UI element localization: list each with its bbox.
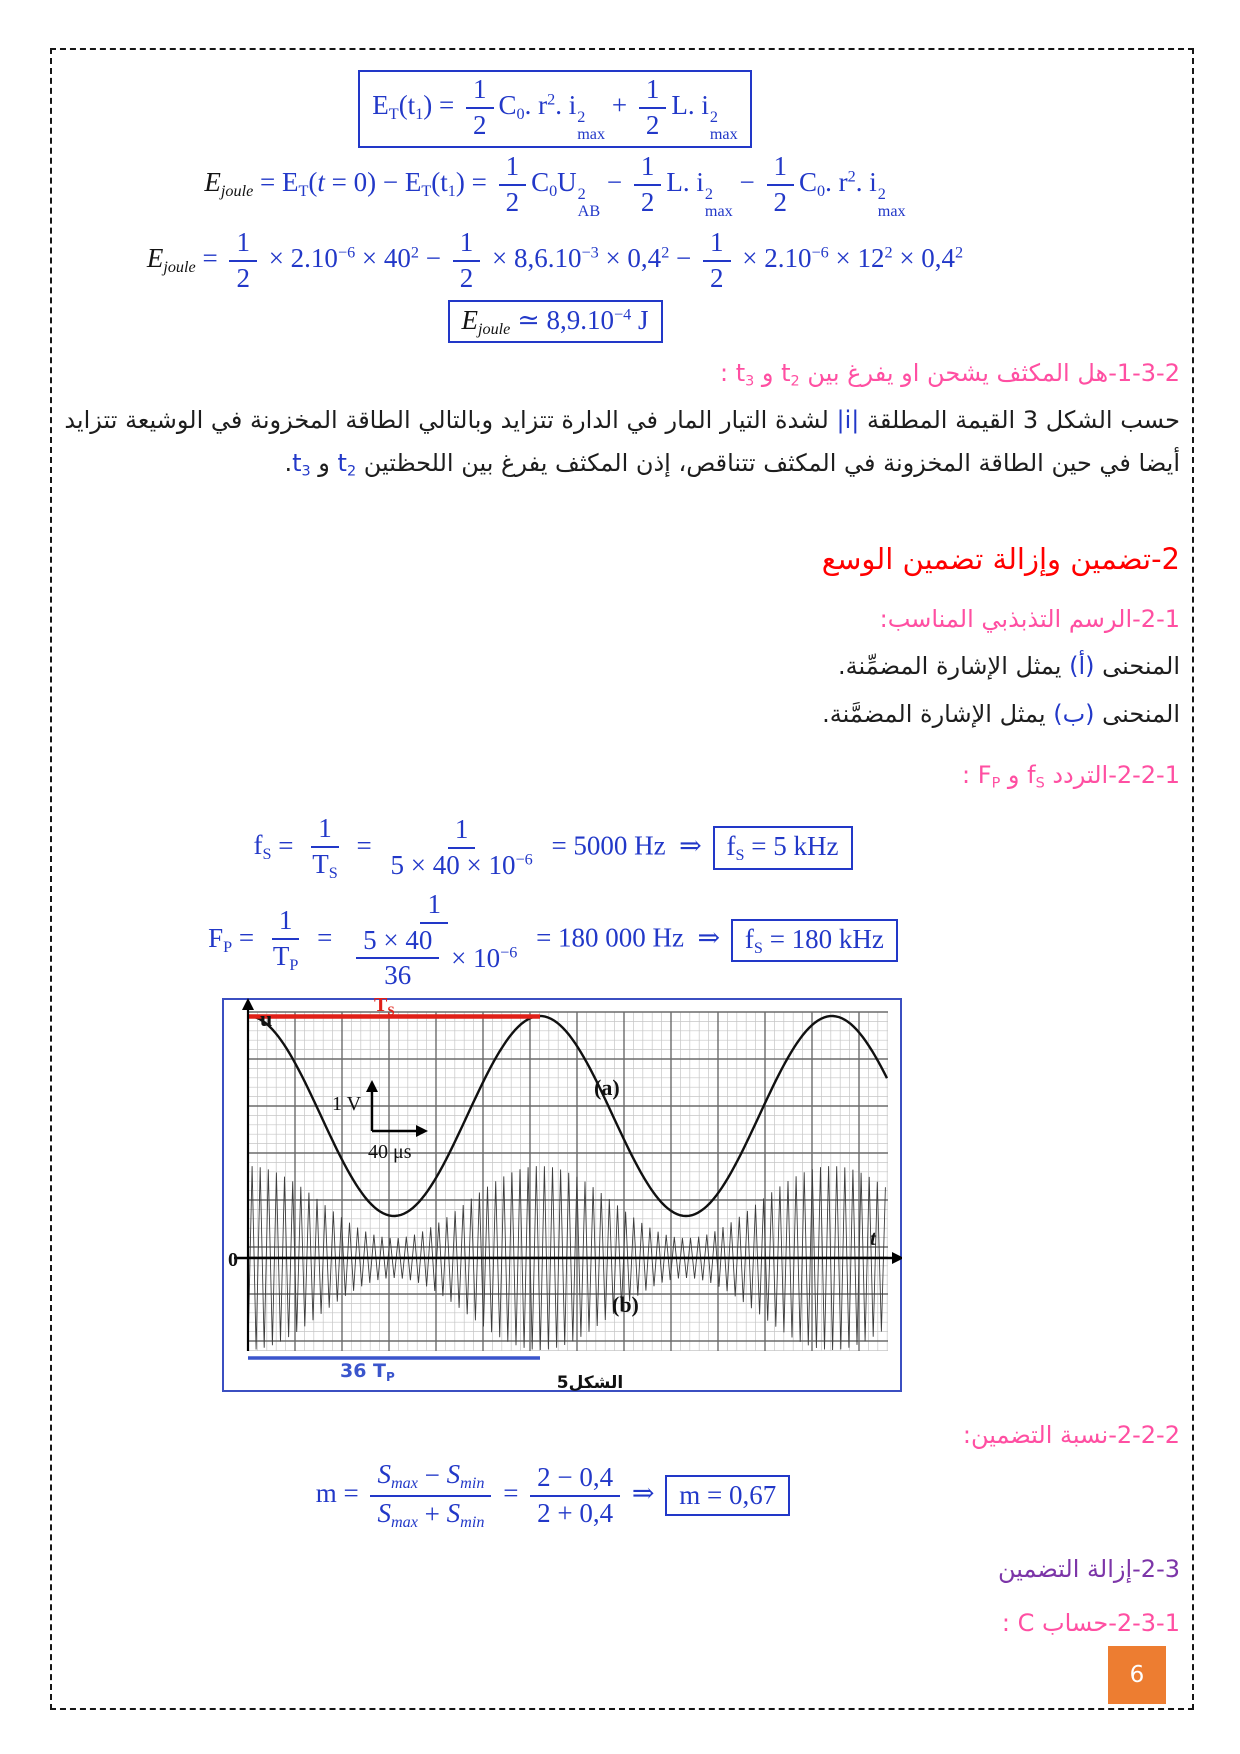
- formula-fp: $F_P$ = $\frac{1}{T_P}$ = 1 $\frac{5 \times 40}{36}$ × $10^{-6}$ = 180 000 Hz ⇒ $f_S = 180$ kHz: [0, 890, 1110, 991]
- heading-2-2-1: 2-2-1-التردد $f_S$ و $F_P$ :: [962, 761, 1180, 792]
- formula-ejoule-definition: $E_{joule} = E_T(t = 0) - E_T(t_1)$ = $\frac{1}{2}$ $C_0U$ 2 AB − $\frac{1}{2}$ L. i 2 max − $\frac{1}{2}$ $C_0$. $r^2$. i 2 max: [204, 151, 906, 220]
- page-number: 6: [1129, 1662, 1145, 1688]
- heading-2-3: 2-3-إزالة التضمين: [997, 1555, 1180, 1583]
- origin-label: 0: [228, 1249, 238, 1271]
- page-number-badge: [1108, 1646, 1166, 1704]
- paragraph-line-2: أيضا في حين الطاقة المخزونة في المكثف تتناقص، إذن المكثف يفرغ بين اللحظتين $t_2$ و $t_3$.: [284, 449, 1180, 480]
- figure-5: [222, 998, 902, 1392]
- heading-2-1: 2-1-الرسم التذبذبي المناسب:: [879, 605, 1180, 633]
- ts-label: $T_S$: [374, 998, 395, 1018]
- formula-et-box: $E_T(t_1)$ = $\frac{1}{2}$ $C_0$. $r^2$. i 2 max + $\frac{1}{2}$ L. i 2 max: [358, 70, 751, 148]
- figure-caption: الشكل5: [556, 1373, 624, 1392]
- formula-m: m = $S_{max}$ − $S_{min}$ $S_{max}$ + $S_{min}$ = $\frac{2 - 0,4}{2 + 0,4}$ ⇒ m = 0,67: [0, 1460, 1110, 1531]
- formula-fs: $f_S$ = $\frac{1}{T_S}$ = $\frac{1}{5 \times 40 \times 10^{-6}}$ = 5000 Hz ⇒ $f_S = 5$ kHz: [0, 814, 1110, 882]
- figure-5-svg: [222, 998, 902, 1392]
- curve-b-label: (b): [612, 1292, 639, 1317]
- heading-2-3-1: 2-3-1-حساب C :: [1001, 1609, 1180, 1637]
- formula-et-boxed: [0, 70, 1110, 148]
- formula-ejoule-numeric: $E_{joule}$ = $\frac{1}{2}$ × $2.10^{-6} \times 40^2$ − $\frac{1}{2}$ × $8,6.10^{-3} \times 0,4^2$ − $\frac{1}{2}$ × $2.10^{-6} \times 12^2 \times 0,4^2$: [146, 227, 964, 293]
- curve-a-statement: المنحنى (أ) يمثل الإشارة المضمِّنة.: [838, 652, 1180, 680]
- t-scale-label: 40 μs: [368, 1141, 412, 1163]
- heading-section-2: 2-تضمين وإزالة تضمين الوسع: [821, 542, 1180, 576]
- curve-b-statement: المنحنى (ب) يمثل الإشارة المضمَّنة.: [822, 700, 1180, 728]
- t-axis-label: t: [870, 1226, 876, 1250]
- formula-ejoule-result-box: $E_{joule}$ ≃ $8,9.10^{-4}$ J: [448, 300, 663, 343]
- formula-ejoule-result: [0, 300, 1110, 343]
- paragraph-line-1: حسب الشكل 3 القيمة المطلقة |i| لشدة التيار المار في الدارة تتزايد وبالتالي الطاقة المخزونة في الوشيعة تتزايد: [64, 406, 1180, 434]
- curve-a-label: (a): [594, 1075, 620, 1100]
- heading-1-3-2: 1-3-2-هل المكثف يشحن او يفرغ بين $t_2$ و $t_3$ :: [719, 359, 1180, 390]
- heading-2-2-2: 2-2-2-نسبة التضمين:: [962, 1421, 1180, 1449]
- v-scale-label: 1 V: [332, 1093, 362, 1115]
- figure-frame: [223, 999, 901, 1391]
- u-axis-label: u: [260, 1006, 273, 1031]
- tp-label: 36 $T_P$: [340, 1360, 395, 1384]
